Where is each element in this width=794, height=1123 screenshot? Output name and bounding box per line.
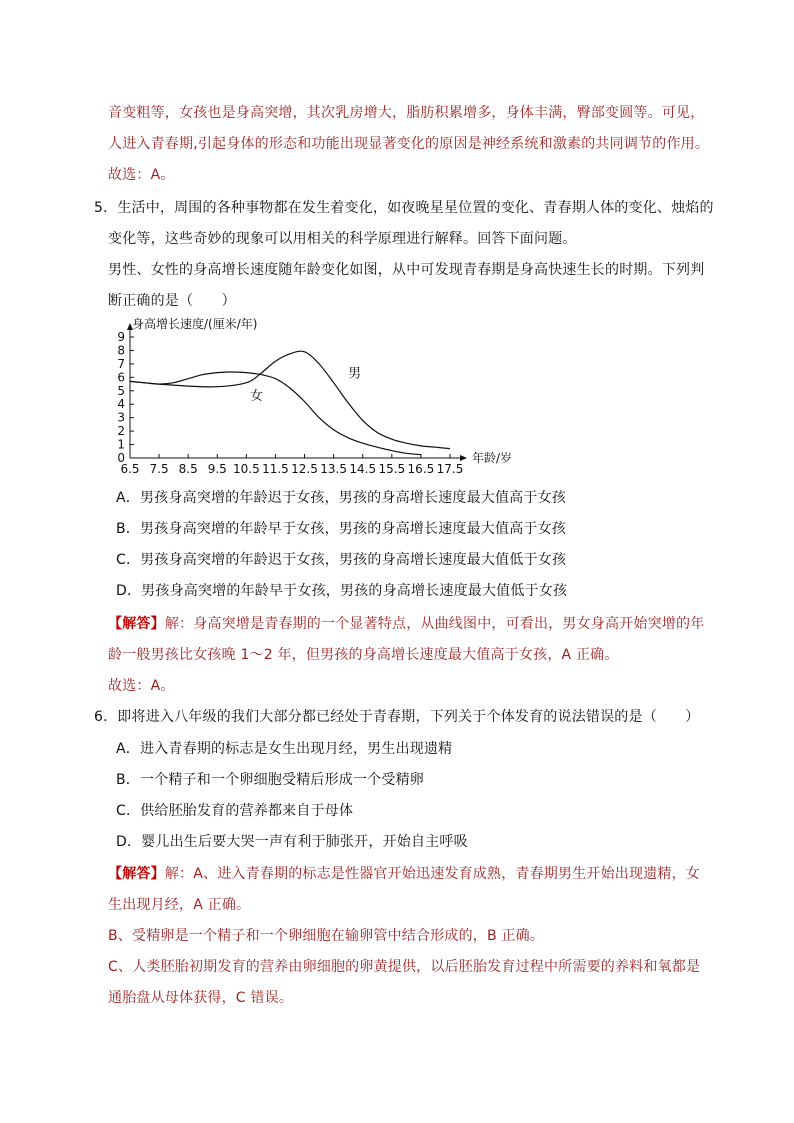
x-tick-label: 16.5: [407, 462, 435, 476]
series-line-male: [130, 351, 450, 448]
q6-answer-line-1: [108, 863, 700, 883]
q6-answer-tag: 【解答】: [108, 866, 165, 882]
q5-option-b: B．男孩身高突增的年龄早于女孩，男孩的身高增长速度最大值高于女孩: [116, 521, 567, 537]
y-tick-label: 3: [117, 410, 125, 425]
q5-answer-line-2: 龄一般男孩比女孩晚 1～2 年，但男孩的身高增长速度最大值高于女孩，A 正确。: [108, 647, 619, 663]
q5-stem-line-1: 5．生活中，周围的各种事物都在发生着变化，如夜晚星星位置的变化、青春期人体的变化、烛焰的: [94, 200, 714, 216]
q6-stem: 6．即将进入八年级的我们大部分都已经处于青春期，下列关于个体发育的说法错误的是（ ）: [94, 709, 700, 725]
y-tick-label: 0: [117, 451, 125, 465]
x-tick-label: 6.5: [120, 462, 140, 476]
y-tick-label: 2: [117, 424, 125, 439]
q5-stem-line-2: 变化等，这些奇妙的现象可以用相关的科学原理进行解释。回答下面问题。: [108, 231, 577, 247]
x-tick-label: 10.5: [233, 462, 260, 476]
x-axis-arrow: [460, 455, 467, 461]
x-tick-label: 11.5: [262, 462, 289, 476]
q5-answer-tag: 【解答】: [108, 616, 165, 632]
y-tick-label: 5: [117, 383, 125, 398]
x-tick-label: 13.5: [320, 462, 347, 476]
q5-option-d: D．男孩身高突增的年龄早于女孩，男孩的身高增长速度最大值低于女孩: [116, 583, 568, 599]
q5-stem-line-3: 男性、女性的身高增长速度随年龄变化如图，从中可发现青春期是身高快速生长的时期。下列判: [108, 262, 705, 278]
y-tick-label: 8: [117, 343, 125, 358]
x-tick-label: 17.5: [436, 462, 464, 476]
q5-option-a: A．男孩身高突增的年龄迟于女孩，男孩的身高增长速度最大值高于女孩: [116, 490, 566, 506]
q5-choice: 故选：A。: [108, 678, 175, 694]
q6-option-b: B．一个精子和一个卵细胞受精后形成一个受精卵: [116, 772, 425, 788]
series-line-female: [130, 372, 421, 455]
x-tick-label: 7.5: [149, 462, 169, 476]
q6-answer-text-1: 解：A、进入青春期的标志是性器官开始迅速发育成熟，青春期男生开始出现遗精，女: [164, 866, 700, 882]
y-tick-label: 4: [117, 397, 125, 412]
q5-option-c: C．男孩身高突增的年龄迟于女孩，男孩的身高增长速度最大值低于女孩: [116, 552, 567, 568]
q5-stem-line-4: 断正确的是（ ）: [108, 293, 236, 309]
series-label-male: 男: [348, 366, 362, 382]
y-tick-label: 6: [117, 370, 125, 385]
chart-axes: [127, 323, 467, 461]
q5-answer-line-1: [108, 613, 704, 633]
y-tick-label: 9: [117, 330, 125, 344]
q4-explanation-line-1: 音变粗等，女孩也是身高突增，其次乳房增大，脂肪积累增多，身体丰满，臀部变圆等。可见，: [108, 105, 705, 121]
x-tick-label: 14.5: [349, 462, 377, 476]
x-tick-label: 12.5: [291, 462, 318, 476]
q6-option-a: A．进入青春期的标志是女生出现月经，男生出现遗精: [116, 741, 453, 757]
chart-xlabel: 年龄/岁: [472, 451, 513, 465]
height-growth-chart: [108, 312, 538, 480]
x-tick-label: 15.5: [378, 462, 406, 476]
chart-ylabel: 身高增长速度/(厘米/年): [132, 317, 258, 331]
series-label-female: 女: [250, 389, 264, 405]
chart-series: [130, 351, 450, 454]
q6-answer-line-2: 生出现月经，A 正确。: [108, 897, 251, 913]
q4-choice: 故选：A。: [108, 167, 175, 183]
q6-option-d: D．婴儿出生后要大哭一声有利于肺张开，开始自主呼吸: [116, 834, 468, 850]
q6-answer-line-5: 通胎盘从母体获得，C 错误。: [108, 990, 294, 1006]
q6-option-c: C．供给胚胎发育的营养都来自于母体: [116, 803, 354, 819]
y-tick-label: 1: [117, 437, 125, 452]
q6-answer-line-4: C、人类胚胎初期发育的营养由卵细胞的卵黄提供，以后胚胎发育过程中所需要的养料和氧都是: [108, 959, 701, 975]
x-tick-label: 9.5: [207, 462, 227, 476]
q6-answer-line-3: B、受精卵是一个精子和一个卵细胞在输卵管中结合形成的，B 正确。: [108, 928, 545, 944]
q4-explanation-line-2: 人进入青春期,引起身体的形态和功能出现显著变化的原因是神经系统和激素的共同调节的作用。: [108, 136, 710, 152]
x-tick-label: 8.5: [178, 462, 198, 476]
q5-answer-text-1: 解：身高突增是青春期的一个显著特点，从曲线图中，可看出，男女身高开始突增的年: [164, 616, 705, 632]
y-tick-label: 7: [117, 356, 125, 371]
